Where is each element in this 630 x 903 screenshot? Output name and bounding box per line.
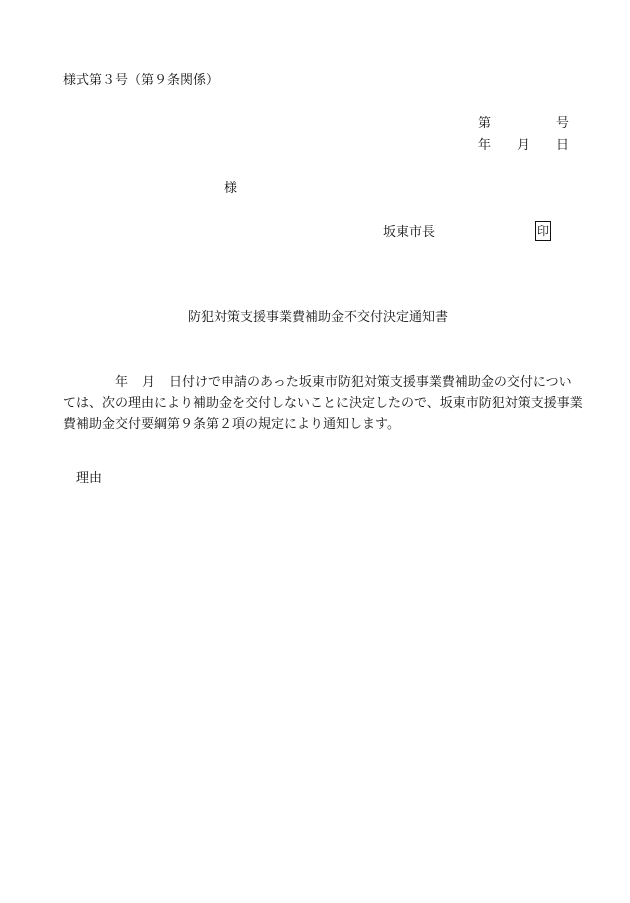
date-month: 月 [517, 138, 531, 153]
addressee-honorific: 様 [224, 181, 238, 196]
body-line-3: 費補助金交付要綱第９条第２項の規定により通知します。 [63, 417, 400, 432]
form-number: 様式第３号（第９条関係） [63, 73, 220, 88]
issuer-name: 坂東市長 [383, 225, 436, 240]
seal-box: 印 [535, 221, 551, 241]
body-year: 年 [115, 375, 129, 390]
body-paragraph [63, 372, 583, 435]
document-number-prefix: 第 [478, 116, 492, 131]
body-line-1 [63, 372, 573, 393]
reason-label: 理由 [76, 471, 103, 486]
document-number-suffix: 号 [556, 116, 570, 131]
body-line-1-text: 日付けで申請のあった坂東市防犯対策支援事業費補助金の交付につい [169, 375, 572, 390]
document-title: 防犯対策支援事業費補助金不交付決定通知書 [188, 310, 449, 325]
date-year: 年 [478, 138, 492, 153]
body-line-2: ては、次の理由により補助金を交付しないことに決定したので、坂東市防犯対策支援事業 [63, 396, 583, 411]
body-month: 月 [142, 375, 156, 390]
date-day: 日 [556, 138, 570, 153]
